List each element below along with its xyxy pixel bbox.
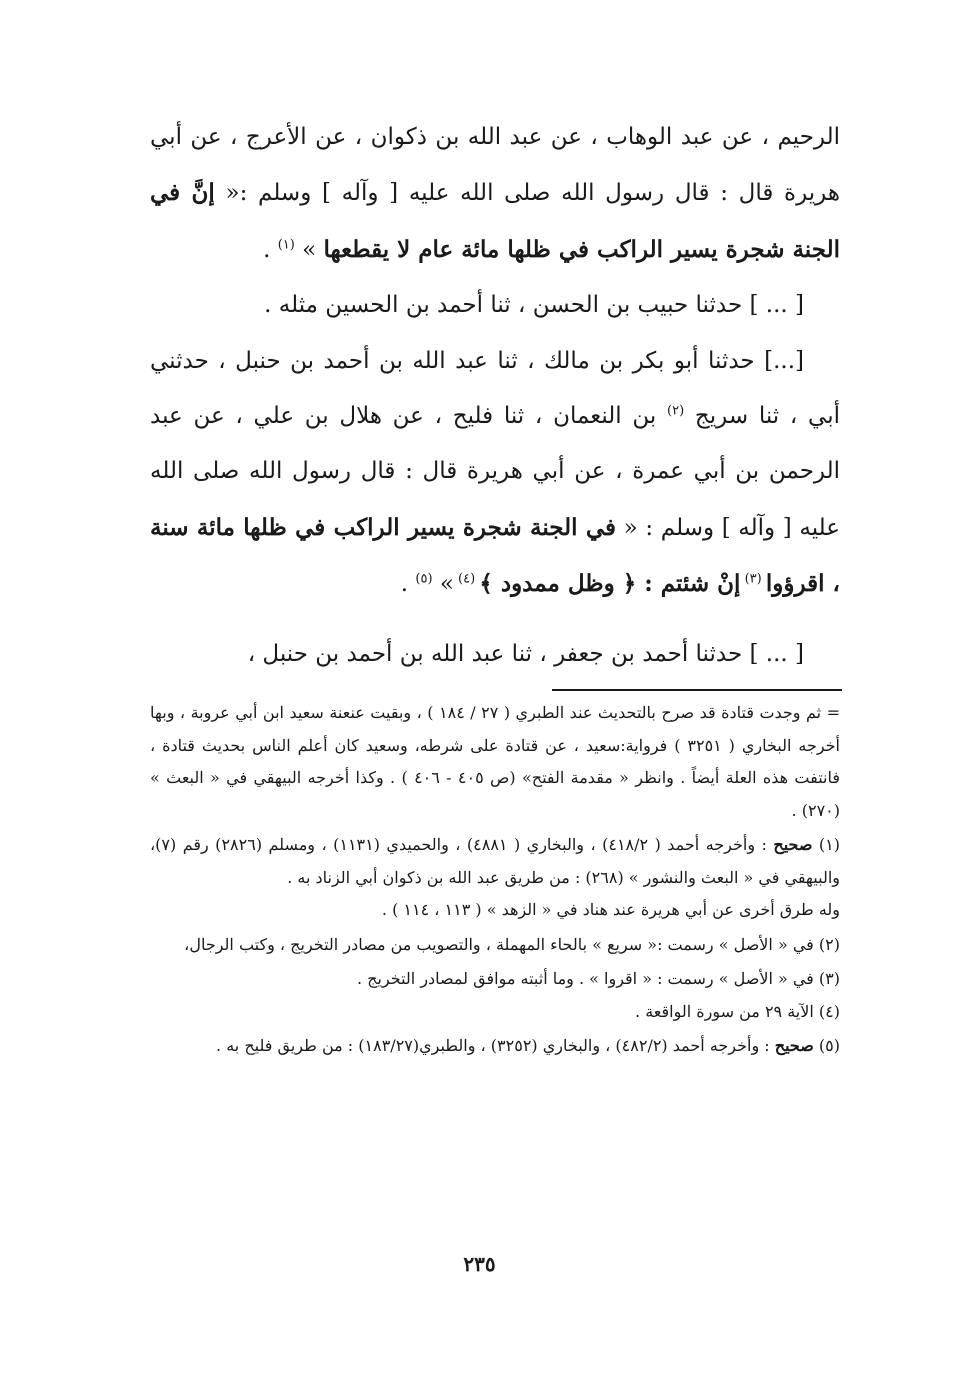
footnote-ref: (٣) [740,571,766,587]
footnote-number: (١) [812,835,841,854]
footnote-5 [150,1030,840,1063]
text: . [400,571,416,598]
footnote-separator [552,689,842,691]
footnote-ref: (٥) [415,571,433,587]
footnote-1-extra: وله طرق أخرى عن أبي هريرة عند هناد في « الزهد » ( ١١٣ ، ١١٤ ) . [381,900,840,919]
main-text [150,110,840,682]
text: » [432,571,454,598]
paragraph-2 [150,278,840,333]
footnote-number: (٥) [813,1036,840,1055]
text: [ ... ] حدثنا أحمد بن جعفر ، ثنا عبد الله بن أحمد بن حنبل ، [247,640,804,667]
hadith-text: إنَّ في الجنة شجرة يسير الراكب في ظلها مائة عام لا يقطعها [150,179,840,263]
footnote-continuation: = ثم وجدت قتادة قد صرح بالتحديث عند الطبري ( ٢٧ / ١٨٤ ) ، وبقيت عنعنة سعيد ابن أبي عروبة ، وبها أخرجه البخاري ( ٣٢٥١ ) فرواية:سعيد ، عن قتادة على شرطه، وسعيد كان أعلم الناس بحديث قتادة ، فانتفت هذه العلة أيضاً . وانظر « مقدمة الفتح» (ص ٤٠٥ - ٤٠٦ ) . وكذا أخرجه البيهقي في « البعث » (٢٧٠) . [150,703,841,820]
footnote-text: : وأخرجه أحمد ( ٤١٨/٢) ، والبخاري ( ٤٨٨١) ، والحميدي (١١٣١) ، ومسلم (٢٨٢٦) رقم (٧)، والبيهقي في « البعث والنشور » (٢٦٨) : من طريق عبد الله بن ذكوان أبي الزناد به . [150,835,840,887]
hadith-text: إنْ شئتم : ﴿ وظل ممدود ﴾ [479,570,741,598]
text: [ ... ] حدثنا حبيب بن الحسن ، ثنا أحمد بن الحسين مثله . [264,292,804,319]
footnote-ref: (٢) [667,403,685,419]
grading-label: صحيح [773,835,813,854]
footnote-ref: (٤) [453,571,480,587]
footnote-2: (٢) في « الأصل » رسمت :« سريع » بالحاء المهملة ، والتصويب من مصادر التخريج ، وكتب الرجال، [184,934,840,954]
footnote-4: (٤) الآية ٢٩ من سورة الواقعة . [635,1001,840,1021]
footnote-text: : وأخرجه أحمد (٤٨٢/٢) ، والبخاري (٣٢٥٢) ، والطبري(١٨٣/٢٧) : من طريق فليح به . [216,1036,775,1055]
page-number: ٢٣٥ [463,1252,496,1276]
text: . [263,236,278,263]
text: » [294,236,324,263]
paragraph-4 [150,627,840,682]
hadith-text: في الجنة شجرة يسير الراكب في ظلها مائة سنة ، اقرؤوا [150,513,840,598]
footnote-3: (٣) في « الأصل » رسمت : « اقروا » . وما أثبته موافق لمصادر التخريج . [356,969,840,988]
text: الرحيم ، عن عبد الوهاب ، عن عبد الله بن ذكوان ، عن الأعرج ، عن أبي هريرة قال : قال رسول الله صلى الله عليه [ وآله ] وسلم :« [150,124,840,207]
text: بن النعمان ، ثنا فليح ، عن هلال بن علي ، عن عبد الرحمن بن أبي عمرة ، عن أبي هريرة قال : قال رسول الله صلى الله عليه [ وآله ] وسلم : « [150,403,840,541]
footnotes [150,697,840,1063]
paragraph-1 [150,110,840,278]
text: [...] حدثنا أبو بكر بن مالك ، ثنا عبد الله بن أحمد بن حنبل ، حدثني أبي ، ثنا سريج [150,347,840,430]
footnote-ref: (١) [277,237,295,253]
footnote-1 [150,829,840,894]
grading-label: صحيح [774,1036,814,1055]
paragraph-3 [150,334,840,613]
